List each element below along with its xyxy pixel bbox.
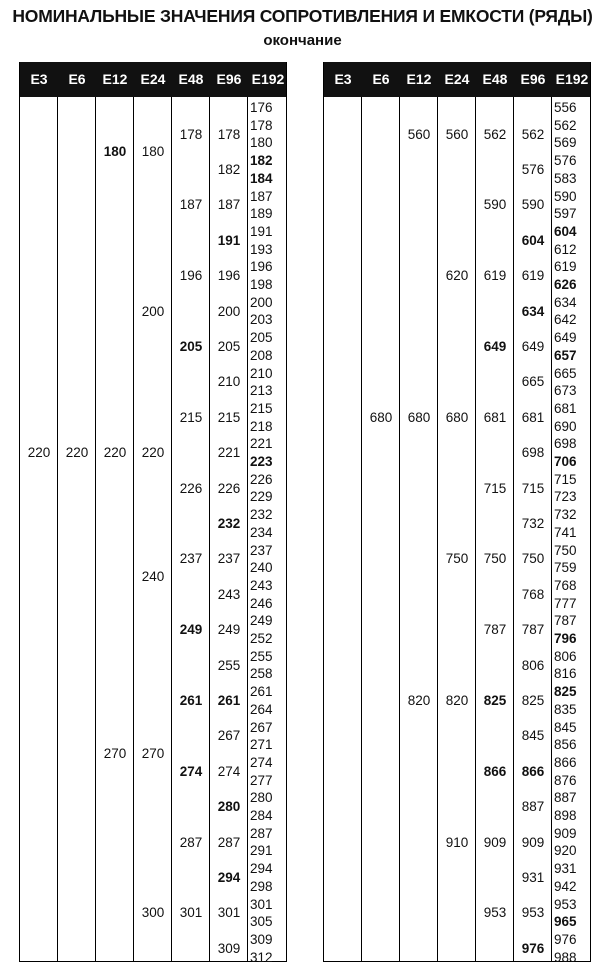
value-e192: 657 bbox=[554, 347, 577, 363]
value-e192: 796 bbox=[554, 631, 577, 646]
value-e96: 274 bbox=[217, 763, 241, 779]
value-e192: 642 bbox=[554, 312, 577, 328]
value-e192: 556 bbox=[554, 100, 577, 115]
value-e24: 270 bbox=[141, 746, 165, 762]
value-e96: 604 bbox=[521, 232, 545, 248]
value-e96: 280 bbox=[217, 799, 241, 815]
value-e96: 221 bbox=[217, 445, 241, 461]
value-e192: 876 bbox=[554, 772, 577, 788]
value-e192: 284 bbox=[250, 808, 273, 823]
value-e48: 187 bbox=[179, 197, 203, 213]
value-e192: 649 bbox=[554, 330, 577, 346]
value-e192: 221 bbox=[250, 436, 273, 452]
value-e96: 665 bbox=[521, 374, 545, 390]
value-e192: 215 bbox=[250, 400, 273, 416]
value-e192: 619 bbox=[554, 259, 577, 275]
column-header-e24: E24 bbox=[444, 71, 470, 87]
value-e192: 723 bbox=[554, 489, 577, 505]
column-divider bbox=[361, 97, 362, 961]
value-e96: 232 bbox=[217, 515, 241, 531]
value-e192: 732 bbox=[554, 507, 577, 523]
value-e192: 898 bbox=[554, 808, 577, 823]
value-e48: 249 bbox=[179, 622, 203, 638]
value-e192: 806 bbox=[554, 648, 577, 664]
value-e24: 620 bbox=[445, 268, 469, 284]
value-e96: 649 bbox=[521, 338, 545, 354]
value-e96: 196 bbox=[217, 268, 241, 284]
value-e24: 680 bbox=[445, 409, 469, 425]
value-e192: 866 bbox=[554, 754, 577, 770]
value-e96: 243 bbox=[217, 586, 241, 602]
series-table-left bbox=[19, 62, 287, 965]
value-e192: 887 bbox=[554, 790, 577, 806]
value-e96: 931 bbox=[521, 869, 545, 885]
value-e96: 210 bbox=[217, 374, 241, 390]
value-e48: 287 bbox=[179, 834, 203, 850]
value-e192: 835 bbox=[554, 701, 577, 717]
value-e192: 180 bbox=[250, 135, 273, 151]
value-e192: 634 bbox=[554, 294, 577, 310]
column-header-e96: E96 bbox=[520, 71, 546, 87]
value-e192: 715 bbox=[554, 471, 577, 487]
value-e96: 619 bbox=[521, 268, 545, 284]
value-e96: 215 bbox=[217, 409, 241, 425]
value-e192: 277 bbox=[250, 772, 273, 788]
value-e48: 215 bbox=[179, 409, 203, 425]
value-e96: 887 bbox=[521, 799, 545, 815]
value-e192: 178 bbox=[250, 117, 273, 133]
value-e192: 777 bbox=[554, 595, 577, 611]
column-divider bbox=[95, 97, 96, 961]
value-e48: 237 bbox=[179, 551, 203, 567]
value-e96: 715 bbox=[521, 480, 545, 496]
value-e192: 604 bbox=[554, 223, 577, 239]
column-divider bbox=[399, 97, 400, 961]
value-e192: 750 bbox=[554, 542, 577, 558]
column-header-e192: E192 bbox=[555, 71, 589, 87]
column-header-e12: E12 bbox=[102, 71, 128, 87]
value-e6: 220 bbox=[65, 445, 89, 461]
value-e96: 953 bbox=[521, 905, 545, 921]
value-e192: 698 bbox=[554, 436, 577, 452]
value-e24: 200 bbox=[141, 303, 165, 319]
value-e192: 200 bbox=[250, 294, 273, 310]
value-e24: 820 bbox=[445, 692, 469, 708]
value-e48: 649 bbox=[483, 338, 507, 354]
value-e192: 264 bbox=[250, 701, 273, 717]
value-e192: 271 bbox=[250, 737, 273, 753]
value-e192: 965 bbox=[554, 914, 577, 930]
value-e96: 825 bbox=[521, 692, 545, 708]
value-e96: 200 bbox=[217, 303, 241, 319]
value-e96: 698 bbox=[521, 445, 545, 461]
value-e24: 240 bbox=[141, 569, 165, 585]
value-e192: 203 bbox=[250, 312, 273, 328]
value-e6: 680 bbox=[369, 409, 393, 425]
value-e192: 182 bbox=[250, 153, 273, 169]
column-divider bbox=[475, 97, 476, 961]
value-e192: 301 bbox=[250, 896, 273, 912]
value-e192: 665 bbox=[554, 365, 577, 381]
value-e192: 205 bbox=[250, 330, 273, 346]
value-e192: 280 bbox=[250, 790, 273, 806]
value-e192: 690 bbox=[554, 418, 577, 434]
value-e192: 920 bbox=[554, 843, 577, 859]
value-e192: 249 bbox=[250, 613, 273, 629]
value-e96: 750 bbox=[521, 551, 545, 567]
value-e96: 267 bbox=[217, 728, 241, 744]
value-e192: 237 bbox=[250, 542, 273, 558]
page-subtitle: окончание bbox=[263, 32, 342, 49]
value-e192: 706 bbox=[554, 454, 577, 469]
value-e96: 845 bbox=[521, 728, 545, 744]
value-e192: 213 bbox=[250, 383, 273, 399]
value-e96: 681 bbox=[521, 409, 545, 425]
value-e192: 184 bbox=[250, 170, 273, 186]
value-e96: 909 bbox=[521, 834, 545, 850]
value-e96: 255 bbox=[217, 657, 241, 673]
column-header-e3: E3 bbox=[334, 71, 352, 87]
value-e24: 560 bbox=[445, 126, 469, 142]
value-e24: 300 bbox=[141, 905, 165, 921]
value-e192: 255 bbox=[250, 648, 273, 664]
column-divider bbox=[57, 97, 58, 961]
value-e24: 910 bbox=[445, 834, 469, 850]
value-e192: 759 bbox=[554, 560, 577, 576]
value-e192: 305 bbox=[250, 914, 273, 930]
value-e96: 732 bbox=[521, 515, 545, 531]
value-e192: 569 bbox=[554, 135, 577, 151]
value-e96: 562 bbox=[521, 126, 545, 142]
value-e192: 176 bbox=[250, 100, 273, 115]
value-e24: 180 bbox=[141, 144, 165, 160]
value-e48: 226 bbox=[179, 480, 203, 496]
value-e192: 673 bbox=[554, 383, 577, 399]
value-e192: 825 bbox=[554, 684, 577, 700]
value-e192: 856 bbox=[554, 737, 577, 753]
value-e96: 287 bbox=[217, 834, 241, 850]
value-e192: 208 bbox=[250, 347, 273, 363]
value-e192: 953 bbox=[554, 896, 577, 912]
value-e48: 681 bbox=[483, 409, 507, 425]
value-e24: 220 bbox=[141, 445, 165, 461]
value-e192: 187 bbox=[250, 188, 273, 204]
value-e192: 597 bbox=[554, 206, 577, 222]
table-header bbox=[20, 62, 286, 97]
value-e96: 787 bbox=[521, 622, 545, 638]
column-divider bbox=[133, 97, 134, 961]
value-e96: 178 bbox=[217, 126, 241, 142]
value-e48: 205 bbox=[179, 338, 203, 354]
column-header-e192: E192 bbox=[251, 71, 285, 87]
value-e12: 560 bbox=[407, 126, 431, 142]
value-e96: 976 bbox=[521, 940, 545, 956]
value-e192: 942 bbox=[554, 878, 577, 894]
column-header-e12: E12 bbox=[406, 71, 432, 87]
value-e48: 301 bbox=[179, 905, 203, 921]
column-header-e96: E96 bbox=[216, 71, 242, 87]
value-e48: 261 bbox=[179, 692, 203, 708]
value-e192: 816 bbox=[554, 666, 577, 682]
value-e192: 681 bbox=[554, 400, 577, 416]
value-e192: 612 bbox=[554, 241, 577, 257]
value-e12: 220 bbox=[103, 445, 127, 461]
value-e192: 223 bbox=[250, 454, 273, 469]
column-header-e6: E6 bbox=[372, 71, 390, 87]
value-e192: 741 bbox=[554, 524, 577, 540]
value-e96: 866 bbox=[521, 763, 545, 779]
value-e48: 274 bbox=[179, 763, 203, 779]
value-e192: 226 bbox=[250, 471, 273, 487]
value-e48: 178 bbox=[179, 126, 203, 142]
value-e192: 274 bbox=[250, 754, 273, 770]
value-e192: 590 bbox=[554, 188, 577, 204]
value-e96: 309 bbox=[217, 940, 241, 956]
value-e192: 576 bbox=[554, 153, 577, 169]
page-title: НОМИНАЛЬНЫЕ ЗНАЧЕНИЯ СОПРОТИВЛЕНИЯ И ЕМКОСТИ (РЯДЫ) bbox=[12, 6, 593, 26]
value-e192: 298 bbox=[250, 878, 273, 894]
value-e192: 309 bbox=[250, 931, 273, 947]
value-e192: 845 bbox=[554, 719, 577, 735]
value-e192: 196 bbox=[250, 259, 273, 275]
value-e3: 220 bbox=[27, 445, 51, 461]
value-e192: 988 bbox=[554, 949, 577, 965]
value-e96: 294 bbox=[217, 869, 241, 885]
value-e24: 750 bbox=[445, 551, 469, 567]
value-e192: 210 bbox=[250, 365, 273, 381]
value-e12: 680 bbox=[407, 409, 431, 425]
value-e192: 287 bbox=[250, 825, 273, 841]
value-e192: 787 bbox=[554, 613, 577, 629]
value-e96: 182 bbox=[217, 161, 241, 177]
value-e192: 294 bbox=[250, 861, 273, 877]
value-e192: 218 bbox=[250, 418, 273, 434]
value-e48: 562 bbox=[483, 126, 507, 142]
value-e48: 953 bbox=[483, 905, 507, 921]
value-e96: 634 bbox=[521, 303, 545, 319]
value-e12: 180 bbox=[103, 144, 127, 160]
value-e48: 619 bbox=[483, 268, 507, 284]
value-e192: 258 bbox=[250, 666, 273, 682]
series-table-right bbox=[323, 62, 591, 965]
value-e96: 205 bbox=[217, 338, 241, 354]
column-header-e24: E24 bbox=[140, 71, 166, 87]
value-e96: 187 bbox=[217, 197, 241, 213]
value-e192: 291 bbox=[250, 843, 273, 859]
value-e192: 252 bbox=[250, 631, 273, 646]
value-e96: 191 bbox=[217, 232, 241, 248]
value-e96: 806 bbox=[521, 657, 545, 673]
value-e96: 768 bbox=[521, 586, 545, 602]
value-e192: 976 bbox=[554, 931, 577, 947]
value-e96: 226 bbox=[217, 480, 241, 496]
column-divider bbox=[437, 97, 438, 961]
value-e48: 909 bbox=[483, 834, 507, 850]
value-e192: 261 bbox=[250, 684, 273, 700]
value-e96: 237 bbox=[217, 551, 241, 567]
value-e192: 234 bbox=[250, 524, 273, 540]
column-header-e48: E48 bbox=[482, 71, 508, 87]
value-e48: 196 bbox=[179, 268, 203, 284]
value-e192: 246 bbox=[250, 595, 273, 611]
value-e192: 931 bbox=[554, 861, 577, 877]
value-e192: 198 bbox=[250, 277, 273, 292]
value-e48: 590 bbox=[483, 197, 507, 213]
value-e48: 866 bbox=[483, 763, 507, 779]
value-e48: 787 bbox=[483, 622, 507, 638]
value-e96: 261 bbox=[217, 692, 241, 708]
value-e12: 270 bbox=[103, 746, 127, 762]
column-header-e48: E48 bbox=[178, 71, 204, 87]
value-e192: 189 bbox=[250, 206, 273, 222]
value-e96: 301 bbox=[217, 905, 241, 921]
value-e192: 312 bbox=[250, 949, 273, 965]
table-header bbox=[324, 62, 590, 97]
value-e192: 243 bbox=[250, 577, 273, 593]
value-e192: 626 bbox=[554, 277, 577, 292]
value-e192: 193 bbox=[250, 241, 273, 257]
value-e96: 590 bbox=[521, 197, 545, 213]
value-e96: 576 bbox=[521, 161, 545, 177]
value-e192: 240 bbox=[250, 560, 273, 576]
value-e192: 583 bbox=[554, 170, 577, 186]
value-e48: 750 bbox=[483, 551, 507, 567]
value-e192: 267 bbox=[250, 719, 273, 735]
column-header-e3: E3 bbox=[30, 71, 48, 87]
value-e192: 768 bbox=[554, 577, 577, 593]
value-e192: 229 bbox=[250, 489, 273, 505]
value-e48: 825 bbox=[483, 692, 507, 708]
value-e192: 909 bbox=[554, 825, 577, 841]
value-e48: 715 bbox=[483, 480, 507, 496]
value-e192: 562 bbox=[554, 117, 577, 133]
value-e192: 232 bbox=[250, 507, 273, 523]
column-divider bbox=[171, 97, 172, 961]
value-e192: 191 bbox=[250, 223, 273, 239]
column-header-e6: E6 bbox=[68, 71, 86, 87]
value-e12: 820 bbox=[407, 692, 431, 708]
value-e96: 249 bbox=[217, 622, 241, 638]
